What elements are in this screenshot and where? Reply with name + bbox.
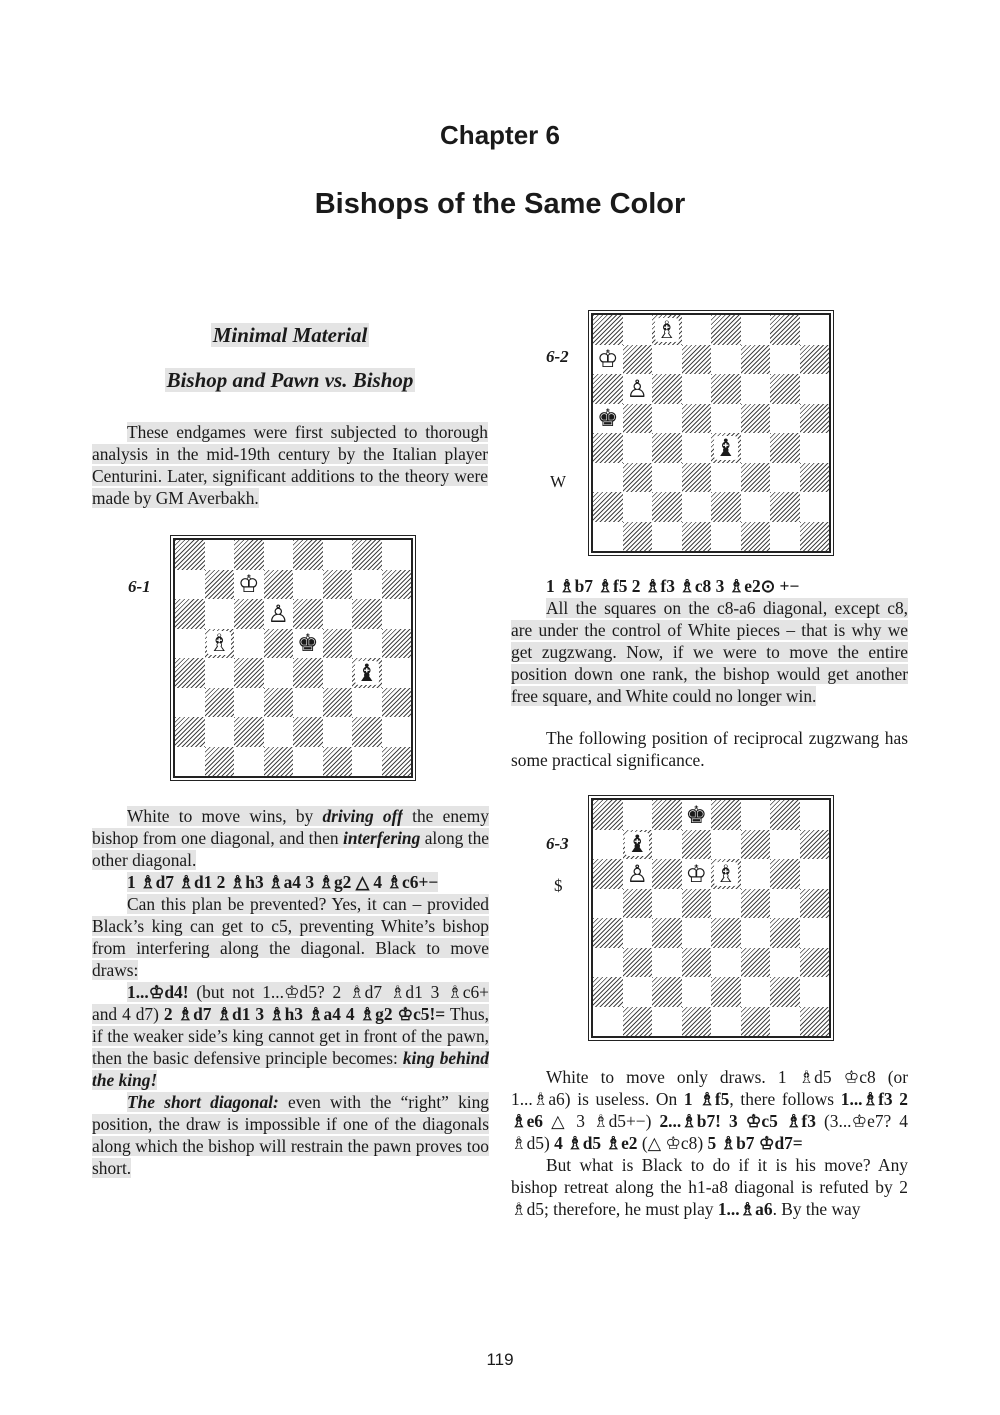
square-d4	[682, 918, 712, 948]
square-d2	[264, 717, 294, 747]
square-e8	[711, 800, 741, 830]
black-bishop-piece: ♝	[355, 658, 378, 687]
square-f3	[741, 948, 771, 978]
square-a5	[175, 629, 205, 659]
left-p1-d: interfering	[343, 828, 421, 848]
square-f4	[741, 918, 771, 948]
left-p3-a: 1...♔d4!	[127, 982, 189, 1002]
right-p1: All the squares on the c8-a6 diagonal, except c8, are under the control of White pieces – that is why we get zugzwang. Now, if we were to move the entire position down one rank, the bishop would get another free square, and White could no longer win.	[511, 598, 908, 706]
square-f3	[323, 688, 353, 718]
square-g1	[352, 747, 382, 777]
right-p4-c: . By the way	[772, 1199, 861, 1219]
square-a3	[175, 688, 205, 718]
square-f5	[323, 629, 353, 659]
square-e4	[711, 433, 741, 463]
square-h1	[800, 1007, 830, 1037]
square-g5	[770, 404, 800, 434]
square-h7	[800, 830, 830, 860]
square-h3	[800, 463, 830, 493]
right-p3-a: White to move only draws. 1 ♗d5 ♔c8 (or 1...♗a6) is useless. On	[511, 1067, 908, 1109]
right-paragraph-4	[511, 1154, 908, 1220]
square-g3	[352, 688, 382, 718]
square-c8	[234, 540, 264, 570]
left-paragraph-3	[92, 981, 489, 1091]
square-b2	[623, 977, 653, 1007]
left-paragraph-4	[92, 1091, 489, 1179]
left-p4-b: even with the “right” king position, the draw is impossible if one of the diagonals along which the bishop will restrain the pawn proves too short.	[92, 1092, 489, 1178]
square-g6	[770, 374, 800, 404]
square-a7	[175, 570, 205, 600]
square-b1	[623, 1007, 653, 1037]
square-h2	[800, 492, 830, 522]
square-a5	[593, 404, 623, 434]
left-p3-e: king behind the king!	[92, 1048, 490, 1090]
square-g1	[770, 522, 800, 552]
square-d7	[682, 345, 712, 375]
square-h3	[800, 948, 830, 978]
square-b4	[623, 918, 653, 948]
square-g4	[770, 918, 800, 948]
square-d5	[264, 629, 294, 659]
square-e3	[293, 688, 323, 718]
square-f2	[741, 977, 771, 1007]
white-king-piece: ♔	[685, 859, 707, 888]
square-f8	[741, 315, 771, 345]
square-c3	[652, 948, 682, 978]
diagram-label-6-1: 6-1	[128, 577, 151, 596]
right-p3-c: , there follows	[729, 1089, 841, 1109]
square-e8	[293, 540, 323, 570]
square-f1	[741, 1007, 771, 1037]
square-d7	[682, 830, 712, 860]
square-f8	[323, 540, 353, 570]
square-a4	[593, 433, 623, 463]
square-f6	[741, 859, 771, 889]
square-h4	[382, 658, 412, 688]
square-c5	[652, 889, 682, 919]
square-e2	[711, 492, 741, 522]
square-e4	[293, 658, 323, 688]
square-c7	[652, 345, 682, 375]
square-e2	[711, 977, 741, 1007]
square-h1	[382, 747, 412, 777]
square-a6	[593, 374, 623, 404]
square-h6	[382, 599, 412, 629]
square-d3	[264, 688, 294, 718]
section-subtitle-text: Bishop and Pawn vs. Bishop	[166, 368, 414, 392]
square-a3	[593, 948, 623, 978]
square-a2	[593, 492, 623, 522]
square-d1	[682, 522, 712, 552]
square-e1	[711, 522, 741, 552]
square-b3	[205, 688, 235, 718]
right-p3-b: 1 ♗f5	[683, 1089, 730, 1109]
square-c6	[652, 374, 682, 404]
square-a1	[593, 1007, 623, 1037]
square-h7	[800, 345, 830, 375]
square-e1	[711, 1007, 741, 1037]
square-h4	[800, 433, 830, 463]
square-a4	[593, 918, 623, 948]
square-d2	[682, 492, 712, 522]
square-g6	[352, 599, 382, 629]
square-h5	[800, 404, 830, 434]
intro-paragraph	[92, 421, 488, 509]
left-p4-a: The short diagonal:	[127, 1092, 279, 1112]
square-d1	[682, 1007, 712, 1037]
square-e7	[711, 345, 741, 375]
white-pawn-piece: ♙	[267, 599, 289, 628]
chess-diagram-6-1	[173, 538, 413, 778]
square-c2	[234, 717, 264, 747]
page-number: 119	[486, 1350, 514, 1369]
square-a7	[593, 345, 623, 375]
square-b6	[205, 599, 235, 629]
right-paragraph-1	[511, 597, 908, 707]
square-a5	[593, 889, 623, 919]
square-d3	[682, 463, 712, 493]
square-d8	[264, 540, 294, 570]
square-c1	[652, 522, 682, 552]
square-f6	[741, 374, 771, 404]
left-move-line	[92, 871, 489, 893]
right-p3-h: 4 ♗d5 ♗e2	[554, 1133, 638, 1153]
white-king-piece: ♔	[596, 345, 619, 374]
square-b7	[623, 830, 653, 860]
square-c8	[652, 800, 682, 830]
square-b6	[623, 374, 653, 404]
square-a1	[175, 747, 205, 777]
left-p3-b: (but not 1...♔d5? 2 ♗d7 ♗d1 3 ♗c6+ and 4 d7)	[92, 982, 489, 1024]
square-g7	[770, 345, 800, 375]
square-c2	[652, 977, 682, 1007]
square-g6	[770, 859, 800, 889]
black-king-piece: ♚	[596, 404, 619, 433]
right-p3-g: (3...♔e7? 4 ♗d5)	[511, 1111, 908, 1153]
square-h1	[800, 522, 830, 552]
square-e5	[711, 404, 741, 434]
square-b8	[205, 540, 235, 570]
square-d4	[682, 433, 712, 463]
white-bishop-piece: ♗	[208, 629, 230, 658]
white-king-piece: ♔	[237, 570, 260, 599]
right-p4-b: 1...♗a6	[717, 1199, 773, 1219]
square-c1	[652, 1007, 682, 1037]
white-bishop-piece: ♗	[714, 859, 737, 888]
square-c4	[652, 433, 682, 463]
square-b7	[205, 570, 235, 600]
square-g4	[352, 658, 382, 688]
section-subtitle	[92, 368, 488, 393]
square-g2	[770, 492, 800, 522]
square-a2	[593, 977, 623, 1007]
right-paragraph-3	[511, 1066, 908, 1154]
right-p3-d: 1...♗f3 2 ♗e6	[511, 1089, 909, 1131]
square-f2	[741, 492, 771, 522]
square-e6	[711, 374, 741, 404]
square-h5	[800, 889, 830, 919]
square-b4	[623, 433, 653, 463]
square-f4	[741, 433, 771, 463]
square-e2	[293, 717, 323, 747]
left-p1-e: along the other diagonal.	[92, 828, 489, 870]
square-b4	[205, 658, 235, 688]
square-b8	[623, 800, 653, 830]
square-d6	[264, 599, 294, 629]
square-c5	[234, 629, 264, 659]
left-column-text	[92, 805, 489, 1179]
square-g5	[352, 629, 382, 659]
right-p2: The following position of reciprocal zugzwang has some practical significance.	[511, 728, 908, 770]
square-b6	[623, 859, 653, 889]
square-e7	[293, 570, 323, 600]
left-paragraph-1	[92, 805, 489, 871]
chess-diagram-6-3	[591, 798, 831, 1038]
square-g3	[770, 463, 800, 493]
square-e1	[293, 747, 323, 777]
right-p3-j: 5 ♗b7 ♔d7=	[707, 1133, 803, 1153]
square-b2	[205, 717, 235, 747]
left-p3-d: Thus, if the weaker side’s king cannot get in front of the pawn, then the basic defensive principle becomes:	[92, 1004, 489, 1068]
square-b8	[623, 315, 653, 345]
right-column-upper-text	[511, 575, 908, 771]
chapter-title: Bishops of the Same Color	[314, 188, 686, 220]
square-g2	[352, 717, 382, 747]
square-c7	[652, 830, 682, 860]
square-g8	[352, 540, 382, 570]
square-f3	[741, 463, 771, 493]
square-e7	[711, 830, 741, 860]
square-f5	[741, 889, 771, 919]
square-a8	[593, 315, 623, 345]
square-f7	[741, 830, 771, 860]
side-to-move-6-2: W	[550, 472, 567, 491]
diagram-label-6-2: 6-2	[546, 347, 569, 366]
square-e8	[711, 315, 741, 345]
square-c5	[652, 404, 682, 434]
square-c4	[652, 918, 682, 948]
square-a6	[175, 599, 205, 629]
left-p3-c: 2 ♗d7 ♗d1 3 ♗h3 ♗a4 4 ♗g2 ♔c5!=	[163, 1004, 446, 1024]
square-f5	[741, 404, 771, 434]
black-bishop-piece: ♝	[714, 433, 737, 462]
square-b7	[623, 345, 653, 375]
square-c3	[652, 463, 682, 493]
square-g7	[352, 570, 382, 600]
square-h6	[800, 374, 830, 404]
square-g2	[770, 977, 800, 1007]
square-g3	[770, 948, 800, 978]
black-bishop-piece: ♝	[626, 830, 648, 859]
square-g5	[770, 889, 800, 919]
section-title-text: Minimal Material	[212, 323, 368, 347]
square-d8	[682, 800, 712, 830]
square-b3	[623, 463, 653, 493]
left-line1: 1 ♗d7 ♗d1 2 ♗h3 ♗a4 3 ♗g2 △ 4 ♗c6+−	[127, 872, 439, 892]
square-a2	[175, 717, 205, 747]
square-d5	[682, 404, 712, 434]
square-d2	[682, 977, 712, 1007]
right-p3-f: 2...♗b7! 3 ♔c5 ♗f3	[659, 1111, 816, 1131]
square-f8	[741, 800, 771, 830]
square-f6	[323, 599, 353, 629]
square-d5	[682, 889, 712, 919]
square-a3	[593, 463, 623, 493]
square-e5	[293, 629, 323, 659]
square-g7	[770, 830, 800, 860]
square-c2	[652, 492, 682, 522]
left-p2: Can this plan be prevented? Yes, it can – provided Black’s king can get to c5, preventing White’s bishop from interfering along the diagonal. Black to move draws:	[92, 894, 489, 980]
section-title	[92, 323, 488, 348]
right-paragraph-2	[511, 727, 908, 771]
square-c6	[234, 599, 264, 629]
square-b5	[623, 404, 653, 434]
square-g8	[770, 315, 800, 345]
square-a6	[593, 859, 623, 889]
square-c8	[652, 315, 682, 345]
black-king-piece: ♚	[296, 629, 319, 658]
chess-diagram-6-2	[591, 313, 831, 553]
square-c6	[652, 859, 682, 889]
square-h5	[382, 629, 412, 659]
chapter-number: Chapter 6	[440, 120, 560, 150]
square-d7	[264, 570, 294, 600]
square-a8	[175, 540, 205, 570]
square-d3	[682, 948, 712, 978]
square-e5	[711, 889, 741, 919]
square-d1	[264, 747, 294, 777]
square-e3	[711, 463, 741, 493]
square-f2	[323, 717, 353, 747]
left-p1-b: driving off	[322, 806, 403, 826]
left-p1-c: the enemy bishop from one diagonal, and then	[92, 806, 489, 848]
square-f1	[741, 522, 771, 552]
right-line1: 1 ♗b7 ♗f5 2 ♗f3 ♗c8 3 ♗e2⊙ +−	[546, 576, 800, 596]
square-h7	[382, 570, 412, 600]
white-bishop-piece: ♗	[655, 315, 678, 344]
square-a7	[593, 830, 623, 860]
square-g8	[770, 800, 800, 830]
square-h2	[800, 977, 830, 1007]
intro-text: These endgames were first subjected to thorough analysis in the mid-19th century by the Italian player Centurini. Later, significant additions to the theory were made by GM Averbakh.	[92, 422, 488, 508]
square-f7	[323, 570, 353, 600]
right-column-lower-text	[511, 1066, 908, 1220]
square-c4	[234, 658, 264, 688]
square-a4	[175, 658, 205, 688]
square-f1	[323, 747, 353, 777]
square-g1	[770, 1007, 800, 1037]
left-paragraph-2	[92, 893, 489, 981]
square-d8	[682, 315, 712, 345]
right-p4-a: But what is Black to do if it is his move? Any bishop retreat along the h1-a8 diagonal is refuted by 2 ♗d5; therefore, he must play	[511, 1155, 908, 1219]
square-e6	[711, 859, 741, 889]
square-b5	[205, 629, 235, 659]
square-d4	[264, 658, 294, 688]
white-pawn-piece: ♙	[626, 374, 648, 403]
square-b5	[623, 889, 653, 919]
square-b2	[623, 492, 653, 522]
left-p1-a: White to move wins, by	[127, 806, 323, 826]
square-g4	[770, 433, 800, 463]
paragraph-gap	[511, 707, 908, 727]
square-d6	[682, 859, 712, 889]
right-move-line	[511, 575, 908, 597]
black-king-piece: ♚	[685, 800, 707, 829]
square-b1	[205, 747, 235, 777]
right-p3-e: △ 3 ♗d5+−)	[543, 1111, 660, 1131]
square-b3	[623, 948, 653, 978]
square-a1	[593, 522, 623, 552]
square-h4	[800, 918, 830, 948]
square-b1	[623, 522, 653, 552]
square-f7	[741, 345, 771, 375]
square-d6	[682, 374, 712, 404]
square-c7	[234, 570, 264, 600]
square-e4	[711, 918, 741, 948]
diagram-label-6-3: 6-3	[546, 834, 569, 853]
square-h8	[800, 315, 830, 345]
white-pawn-piece: ♙	[626, 859, 648, 888]
square-h2	[382, 717, 412, 747]
square-e6	[293, 599, 323, 629]
square-c3	[234, 688, 264, 718]
square-h6	[800, 859, 830, 889]
square-h8	[382, 540, 412, 570]
square-e3	[711, 948, 741, 978]
square-h8	[800, 800, 830, 830]
right-p3-i: (△ ♔c8)	[637, 1133, 708, 1153]
side-to-move-6-3: $	[554, 876, 563, 895]
square-h3	[382, 688, 412, 718]
square-a8	[593, 800, 623, 830]
square-f4	[323, 658, 353, 688]
square-c1	[234, 747, 264, 777]
